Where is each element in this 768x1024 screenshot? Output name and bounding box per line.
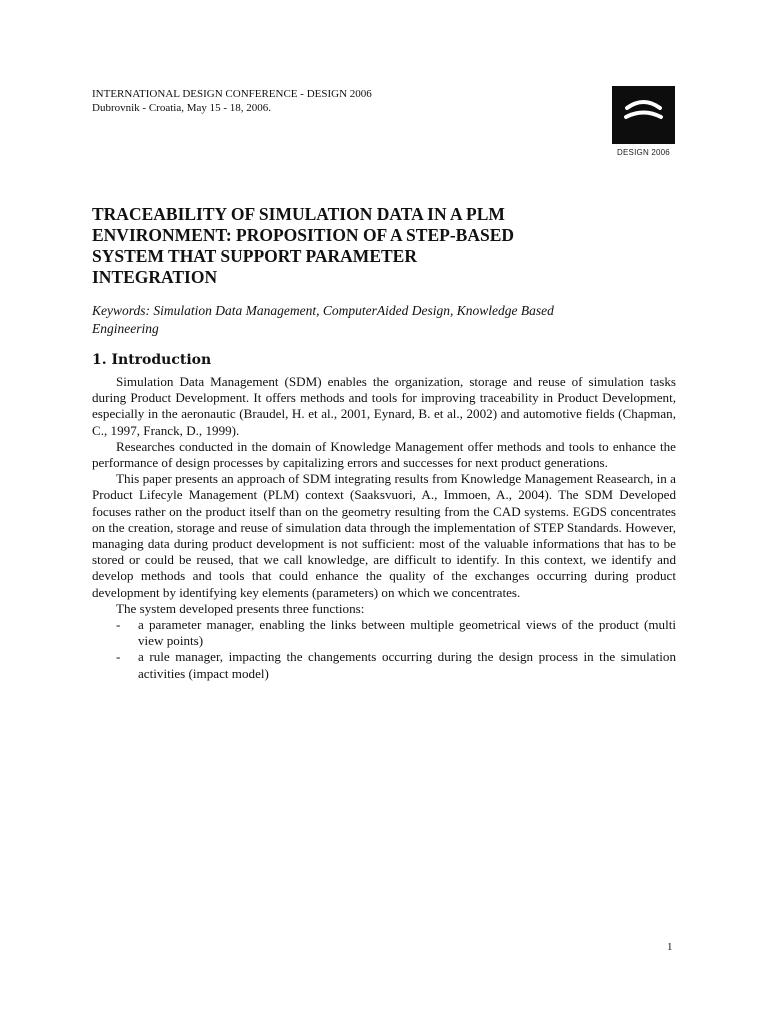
list-item bbox=[92, 617, 676, 649]
paragraph: This paper presents an approach of SDM integrating results from Knowledge Management Reasearch, in a Product Lifecyle Management (PLM) context (Saaksvuori, A., Immoen, A., 2004). The SDM Developed focuses rather on the product itself than on the geometry resulting from the CAD systems. EGDS concentrates on the creation, storage and reuse of simulation data through the implementation of STEP Standards. However, managing data during product development is not sufficient: most of the valuable informations that has to be stored or could be reused, that we call knowledge, are difficult to identify. In this context, we identify and develop methods and tools that could enhance the quality of the exchanges occurring during product development by identifying key elements (parameters) on which we concentrates. bbox=[92, 471, 676, 600]
paragraph: Simulation Data Management (SDM) enables the organization, storage and reuse of simulation tasks during Product Development. It offers methods and tools for improving traceability in Product Development, especially in the aeronautic (Braudel, H. et al., 2001, Eynard, B. et al., 2002) and automotive fields (Chapman, C., 1997, Franck, D., 1999). bbox=[92, 374, 676, 438]
conference-location: Dubrovnik - Croatia, May 15 - 18, 2006. bbox=[92, 102, 272, 114]
section-heading: 1. Introduction bbox=[92, 352, 212, 368]
arch-logo-icon bbox=[612, 86, 675, 144]
function-list bbox=[92, 617, 676, 682]
list-dash: - bbox=[116, 617, 121, 633]
paragraph: Researches conducted in the domain of Knowledge Management offer methods and tools to enhance the performance of design processes by capitalizing errors and successes for next product generations. bbox=[92, 438, 676, 471]
paper-title: TRACEABILITY OF SIMULATION DATA IN A PLM ENVIRONMENT: PROPOSITION OF A STEP-BASED SYSTEM THAT SUPPORT PARAMETER INTEGRATION bbox=[92, 204, 514, 287]
paragraph: The system developed presents three functions: bbox=[116, 600, 365, 616]
list-item bbox=[92, 649, 676, 681]
list-dash: - bbox=[116, 649, 121, 665]
conference-header bbox=[92, 87, 372, 115]
list-item-text: a parameter manager, enabling the links between multiple geometrical views of the product (multi view points) bbox=[138, 617, 676, 649]
conference-name: INTERNATIONAL DESIGN CONFERENCE - DESIGN 2006 bbox=[92, 88, 372, 100]
list-item-text: a rule manager, impacting the changements occurring during the design process in the simulation activities (impact model) bbox=[138, 649, 676, 681]
introduction-body bbox=[92, 374, 676, 682]
page-number: 1 bbox=[667, 941, 673, 953]
keywords: Keywords: Simulation Data Management, ComputerAided Design, Knowledge Based Engineering bbox=[92, 303, 554, 336]
design-2006-logo bbox=[612, 86, 675, 172]
logo-caption: DESIGN 2006 bbox=[617, 148, 670, 157]
logo-mark bbox=[612, 86, 675, 144]
